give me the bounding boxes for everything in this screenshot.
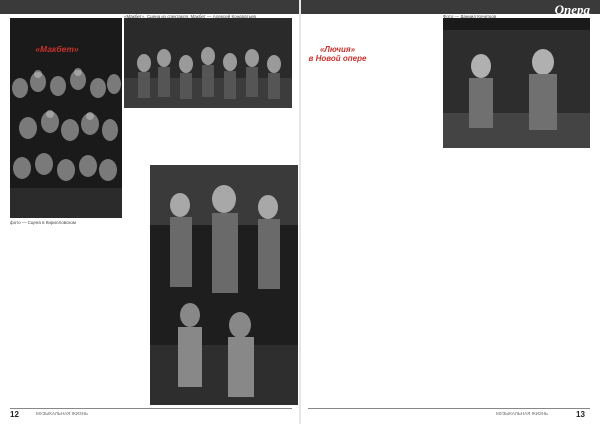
lucia-stage-photo — [443, 18, 590, 148]
right-photo-caption: Фото — Даниил Кочетков — [443, 14, 496, 19]
footer-right: МУЗЫКАЛЬНАЯ ЖИЗНЬ — [496, 411, 548, 416]
page-number-right: 13 — [576, 410, 585, 419]
macbeth-headline: «Макбет» — [35, 44, 79, 54]
page-number-left: 12 — [10, 410, 19, 419]
footer-left: МУЗЫКАЛЬНАЯ ЖИЗНЬ — [36, 411, 88, 416]
macbeth-scene-photo — [124, 18, 292, 108]
footer-rule-left — [10, 408, 292, 409]
lucia-headline — [305, 45, 370, 63]
lucia-headline-line1: «Лючия» — [319, 45, 356, 54]
section-title: Опера — [554, 2, 590, 17]
top-photo-caption: «Макбет». Сцена из спектакля. Макбет — Алексей Кондратьев — [124, 14, 256, 19]
footer-rule-right — [308, 408, 590, 409]
lucia-scene-photo — [150, 165, 298, 405]
left-photo-caption: фото — Сцена в Кирилловском — [10, 220, 76, 225]
lucia-headline-line2: в Новой опере — [308, 54, 367, 63]
page-gutter — [299, 0, 301, 424]
